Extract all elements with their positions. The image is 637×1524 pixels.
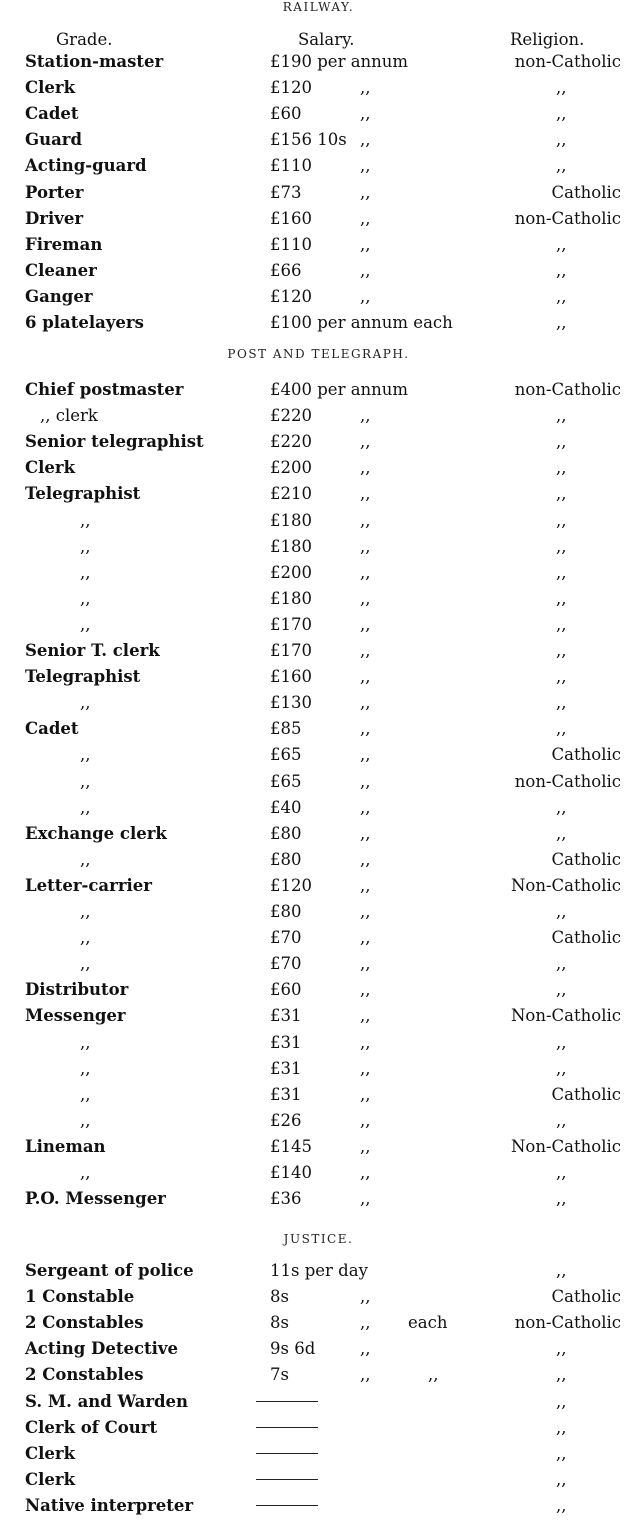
grade-cell: Cleaner xyxy=(25,260,97,280)
table-row xyxy=(0,313,637,339)
religion-cell: Catholic xyxy=(551,182,621,202)
religion-cell: ,, xyxy=(556,1469,567,1489)
salary-ditto-cell: ,, xyxy=(360,156,371,176)
salary-blank-line xyxy=(256,1401,318,1402)
table-row xyxy=(0,1137,637,1163)
table-row xyxy=(0,432,637,458)
section-heading-post-and-telegraph: POST AND TELEGRAPH. xyxy=(227,347,410,361)
section-heading-railway: RAILWAY. xyxy=(282,0,355,14)
salary-cell: £31 xyxy=(270,1032,302,1052)
table-row xyxy=(0,1111,637,1137)
salary-cell: £65 xyxy=(270,771,302,791)
grade-cell: Ganger xyxy=(25,286,93,306)
table-row xyxy=(0,1496,637,1522)
grade-cell: 2 Constables xyxy=(25,1313,144,1333)
salary-ditto-cell: ,, xyxy=(360,1032,371,1052)
religion-cell: ,, xyxy=(556,156,567,176)
salary-blank-line xyxy=(256,1453,318,1454)
grade-cell: Cadet xyxy=(25,104,79,124)
table-row xyxy=(0,78,637,104)
salary-cell xyxy=(256,1444,318,1463)
religion-cell: Non-Catholic xyxy=(510,1136,621,1156)
salary-cell: £130 xyxy=(270,693,312,713)
salary-cell: £160 xyxy=(270,667,312,687)
grade-cell: Acting-guard xyxy=(25,156,147,176)
religion-cell: Non-Catholic xyxy=(510,875,621,895)
grade-cell: Exchange clerk xyxy=(25,823,167,843)
each-cell: each xyxy=(408,1313,448,1333)
table-row xyxy=(0,183,637,209)
table-row xyxy=(0,798,637,824)
grade-cell: 2 Constables xyxy=(25,1365,144,1385)
table-row xyxy=(0,484,637,510)
grade-cell: Senior telegraphist xyxy=(25,432,204,452)
table-row xyxy=(0,1470,637,1496)
salary-cell: £140 xyxy=(270,1163,312,1182)
religion-cell: ,, xyxy=(556,234,567,254)
salary-ditto-cell: ,, xyxy=(360,719,371,739)
religion-cell: ,, xyxy=(556,1495,567,1515)
religion-cell: ,, xyxy=(556,484,567,504)
salary-ditto-cell: ,, xyxy=(360,875,371,895)
table-row xyxy=(0,1059,637,1085)
table-row xyxy=(0,537,637,563)
religion-cell: Catholic xyxy=(551,1084,621,1104)
salary-ditto-cell: ,, xyxy=(360,1287,371,1307)
grade-cell: Telegraphist xyxy=(25,667,141,687)
salary-cell: £31 xyxy=(270,1084,302,1104)
grade-cell: Messenger xyxy=(25,1006,126,1026)
salary-cell: £180 xyxy=(270,536,312,556)
salary-ditto-cell: ,, xyxy=(360,1189,371,1209)
table-row xyxy=(0,563,637,589)
salary-ditto-cell: ,, xyxy=(360,771,371,791)
salary-cell: £80 xyxy=(270,823,302,843)
table-row xyxy=(0,928,637,954)
salary-ditto-cell: ,, xyxy=(360,614,371,634)
salary-cell: £60 xyxy=(270,104,302,124)
grade-cell: ,, xyxy=(80,1110,91,1130)
salary-ditto-cell: ,, xyxy=(360,954,371,974)
salary-ditto-cell: ,, xyxy=(360,641,371,660)
religion-cell: non-Catholic xyxy=(514,52,621,71)
salary-cell xyxy=(256,1418,318,1437)
salary-cell: £100 per annum each xyxy=(270,313,453,332)
salary-ditto-cell: ,, xyxy=(360,536,371,556)
salary-cell: £66 xyxy=(270,260,302,280)
religion-cell: Non-Catholic xyxy=(510,1006,621,1026)
salary-blank-line xyxy=(256,1427,318,1428)
table-row xyxy=(0,824,637,850)
grade-cell: ,, xyxy=(80,928,91,948)
grade-cell: Clerk xyxy=(25,1443,76,1463)
grade-cell: Driver xyxy=(25,208,84,228)
religion-cell: ,, xyxy=(556,980,567,1000)
salary-cell: £120 xyxy=(270,78,312,98)
salary-cell: £200 xyxy=(270,562,312,582)
religion-cell: ,, xyxy=(556,1391,567,1411)
table-row xyxy=(0,902,637,928)
salary-cell: £65 xyxy=(270,745,302,765)
table-row xyxy=(0,406,637,432)
table-row xyxy=(0,850,637,876)
salary-ditto-cell: ,, xyxy=(360,588,371,608)
grade-cell: ,, xyxy=(80,954,91,974)
grade-cell: ,, xyxy=(80,693,91,713)
salary-ditto-cell: ,, xyxy=(360,260,371,280)
grade-cell: ,, xyxy=(80,562,91,582)
religion-cell: ,, xyxy=(556,536,567,556)
grade-cell: S. M. and Warden xyxy=(25,1391,189,1411)
religion-cell: ,, xyxy=(556,719,567,739)
salary-cell: £120 xyxy=(270,875,312,895)
salary-cell: £31 xyxy=(270,1058,302,1078)
salary-ditto-cell: ,, xyxy=(360,797,371,817)
grade-cell: Sergeant of police xyxy=(25,1261,194,1280)
table-row xyxy=(0,261,637,287)
salary-cell: £170 xyxy=(270,641,312,660)
salary-cell: £220 xyxy=(270,432,312,452)
salary-cell: £170 xyxy=(270,614,312,634)
salary-ditto-cell: ,, xyxy=(360,104,371,124)
religion-cell: ,, xyxy=(556,954,567,974)
table-row xyxy=(0,667,637,693)
religion-cell: ,, xyxy=(556,1261,567,1280)
salary-ditto-cell: ,, xyxy=(360,406,371,426)
salary-ditto-cell: ,, xyxy=(360,1339,371,1359)
table-row xyxy=(0,1365,637,1391)
salary-cell: £80 xyxy=(270,902,302,921)
salary-ditto-cell: ,, xyxy=(360,745,371,765)
grade-cell: ,, xyxy=(80,745,91,765)
religion-cell: ,, xyxy=(556,313,567,332)
religion-cell: ,, xyxy=(556,614,567,634)
salary-blank-line xyxy=(256,1479,318,1480)
table-row xyxy=(0,641,637,667)
religion-cell: ,, xyxy=(556,1189,567,1209)
each-cell: ,, xyxy=(428,1365,439,1385)
grade-cell: Cadet xyxy=(25,719,79,739)
grade-cell: Fireman xyxy=(25,234,103,254)
salary-cell: 11s per day xyxy=(270,1261,368,1280)
religion-cell: ,, xyxy=(556,902,567,921)
salary-ditto-cell: ,, xyxy=(360,928,371,948)
religion-cell: ,, xyxy=(556,1339,567,1359)
salary-ditto-cell: ,, xyxy=(360,208,371,228)
salary-cell xyxy=(256,1496,318,1515)
salary-cell: 8s xyxy=(270,1313,289,1333)
column-header-grade: Grade. xyxy=(56,30,113,49)
table-row xyxy=(0,1313,637,1339)
religion-cell: ,, xyxy=(556,260,567,280)
grade-cell: Distributor xyxy=(25,980,129,1000)
religion-cell: Catholic xyxy=(551,928,621,948)
salary-cell: 7s xyxy=(270,1365,289,1385)
table-row xyxy=(0,719,637,745)
salary-cell xyxy=(256,1470,318,1489)
salary-ditto-cell: ,, xyxy=(360,130,371,150)
religion-cell: ,, xyxy=(556,458,567,478)
grade-cell: ,, xyxy=(80,849,91,869)
grade-cell: ,, xyxy=(80,1084,91,1104)
grade-cell: Clerk xyxy=(25,1469,76,1489)
salary-cell: £110 xyxy=(270,234,312,254)
salary-ditto-cell: ,, xyxy=(360,1006,371,1026)
table-row xyxy=(0,130,637,156)
salary-cell: £180 xyxy=(270,510,312,530)
grade-cell: ,, xyxy=(80,536,91,556)
salary-cell: £400 per annum xyxy=(270,380,409,399)
salary-cell: £85 xyxy=(270,719,302,739)
grade-cell: Senior T. clerk xyxy=(25,641,160,660)
salary-ditto-cell: ,, xyxy=(360,693,371,713)
grade-cell: Chief postmaster xyxy=(25,380,184,399)
grade-cell: Native interpreter xyxy=(25,1495,194,1515)
salary-cell xyxy=(256,1392,318,1411)
religion-cell: ,, xyxy=(556,1443,567,1463)
religion-cell: ,, xyxy=(556,510,567,530)
column-header-salary: Salary. xyxy=(298,30,355,49)
table-row xyxy=(0,980,637,1006)
table-row xyxy=(0,1287,637,1313)
salary-cell: £36 xyxy=(270,1189,302,1209)
salary-ditto-cell: ,, xyxy=(360,980,371,1000)
table-row xyxy=(0,1261,637,1287)
salary-cell: £40 xyxy=(270,797,302,817)
salary-ditto-cell: ,, xyxy=(360,1313,371,1333)
religion-cell: ,, xyxy=(556,1417,567,1437)
religion-cell: ,, xyxy=(556,588,567,608)
salary-ditto-cell: ,, xyxy=(360,1058,371,1078)
religion-cell: non-Catholic xyxy=(514,380,621,399)
table-row xyxy=(0,52,637,78)
salary-cell: £200 xyxy=(270,458,312,478)
religion-cell: ,, xyxy=(556,1365,567,1385)
salary-cell: 9s 6d xyxy=(270,1339,316,1359)
grade-cell: ,, xyxy=(80,1163,91,1182)
grade-cell: Telegraphist xyxy=(25,484,141,504)
salary-ditto-cell: ,, xyxy=(360,510,371,530)
section-heading-justice: JUSTICE. xyxy=(283,1232,354,1246)
salary-ditto-cell: ,, xyxy=(360,902,371,921)
table-row xyxy=(0,772,637,798)
grade-cell: Station-master xyxy=(25,52,164,71)
table-row xyxy=(0,589,637,615)
table-row xyxy=(0,287,637,313)
table-row xyxy=(0,876,637,902)
salary-ditto-cell: ,, xyxy=(360,849,371,869)
religion-cell: ,, xyxy=(556,641,567,660)
grade-cell: ,, xyxy=(80,1032,91,1052)
grade-cell: Guard xyxy=(25,130,83,150)
column-header-religion: Religion. xyxy=(510,30,585,49)
table-row xyxy=(0,1033,637,1059)
grade-cell: P.O. Messenger xyxy=(25,1189,166,1209)
salary-ditto-cell: ,, xyxy=(360,1084,371,1104)
grade-cell: Clerk of Court xyxy=(25,1417,158,1437)
religion-cell: Catholic xyxy=(551,745,621,765)
table-row xyxy=(0,511,637,537)
salary-ditto-cell: ,, xyxy=(360,562,371,582)
salary-cell: £73 xyxy=(270,182,302,202)
grade-cell: ,, xyxy=(80,1058,91,1078)
salary-cell: £156 10s xyxy=(270,130,347,150)
religion-cell: ,, xyxy=(556,693,567,713)
grade-cell: ,, xyxy=(80,510,91,530)
grade-cell: Lineman xyxy=(25,1136,106,1156)
table-row xyxy=(0,1418,637,1444)
salary-cell: £160 xyxy=(270,208,312,228)
table-row xyxy=(0,1006,637,1032)
table-row xyxy=(0,458,637,484)
salary-cell: £60 xyxy=(270,980,302,1000)
religion-cell: ,, xyxy=(556,406,567,426)
table-row xyxy=(0,1444,637,1470)
salary-ditto-cell: ,, xyxy=(360,432,371,452)
table-row xyxy=(0,1163,637,1189)
salary-cell: £180 xyxy=(270,588,312,608)
salary-ditto-cell: ,, xyxy=(360,667,371,687)
salary-ditto-cell: ,, xyxy=(360,234,371,254)
religion-cell: ,, xyxy=(556,667,567,687)
grade-cell: Clerk xyxy=(25,78,76,98)
table-row xyxy=(0,156,637,182)
grade-cell: Clerk xyxy=(25,458,76,478)
religion-cell: ,, xyxy=(556,1032,567,1052)
religion-cell: ,, xyxy=(556,130,567,150)
grade-cell: ,, xyxy=(80,771,91,791)
salary-cell: £220 xyxy=(270,406,312,426)
salary-ditto-cell: ,, xyxy=(360,1365,371,1385)
religion-cell: ,, xyxy=(556,823,567,843)
religion-cell: Catholic xyxy=(551,849,621,869)
salary-cell: £210 xyxy=(270,484,312,504)
grade-cell: Porter xyxy=(25,182,84,202)
grade-cell: 6 platelayers xyxy=(25,313,144,332)
table-row xyxy=(0,1339,637,1365)
religion-cell: ,, xyxy=(556,797,567,817)
salary-cell: 8s xyxy=(270,1287,289,1307)
salary-ditto-cell: ,, xyxy=(360,286,371,306)
salary-ditto-cell: ,, xyxy=(360,484,371,504)
salary-ditto-cell: ,, xyxy=(360,1136,371,1156)
table-row xyxy=(0,235,637,261)
religion-cell: non-Catholic xyxy=(514,771,621,791)
table-row xyxy=(0,615,637,641)
religion-cell: non-Catholic xyxy=(514,1313,621,1333)
table-row xyxy=(0,104,637,130)
religion-cell: Catholic xyxy=(551,1287,621,1307)
grade-cell: ,, clerk xyxy=(40,406,98,426)
table-row xyxy=(0,1189,637,1215)
salary-ditto-cell: ,, xyxy=(360,823,371,843)
grade-cell: ,, xyxy=(80,588,91,608)
salary-blank-line xyxy=(256,1505,318,1506)
religion-cell: ,, xyxy=(556,78,567,98)
salary-cell: £110 xyxy=(270,156,312,176)
table-row xyxy=(0,745,637,771)
grade-cell: ,, xyxy=(80,614,91,634)
salary-cell: £70 xyxy=(270,928,302,948)
salary-cell: £31 xyxy=(270,1006,302,1026)
salary-ditto-cell: ,, xyxy=(360,78,371,98)
religion-cell: ,, xyxy=(556,432,567,452)
table-row xyxy=(0,209,637,235)
table-row xyxy=(0,1392,637,1418)
salary-cell: £145 xyxy=(270,1136,312,1156)
salary-cell: £190 per annum xyxy=(270,52,409,71)
salary-cell: £120 xyxy=(270,286,312,306)
grade-cell: Letter-carrier xyxy=(25,875,152,895)
salary-cell: £70 xyxy=(270,954,302,974)
salary-cell: £26 xyxy=(270,1110,302,1130)
salary-ditto-cell: ,, xyxy=(360,1163,371,1182)
religion-cell: ,, xyxy=(556,1110,567,1130)
table-row xyxy=(0,954,637,980)
salary-ditto-cell: ,, xyxy=(360,1110,371,1130)
table-row xyxy=(0,693,637,719)
grade-cell: Acting Detective xyxy=(25,1339,178,1359)
religion-cell: non-Catholic xyxy=(514,208,621,228)
religion-cell: ,, xyxy=(556,286,567,306)
grade-cell: 1 Constable xyxy=(25,1287,135,1307)
salary-cell: £80 xyxy=(270,849,302,869)
religion-cell: ,, xyxy=(556,1058,567,1078)
grade-cell: ,, xyxy=(80,797,91,817)
religion-cell: ,, xyxy=(556,104,567,124)
grade-cell: ,, xyxy=(80,902,91,921)
table-row xyxy=(0,380,637,406)
salary-ditto-cell: ,, xyxy=(360,182,371,202)
salary-ditto-cell: ,, xyxy=(360,458,371,478)
religion-cell: ,, xyxy=(556,1163,567,1182)
religion-cell: ,, xyxy=(556,562,567,582)
table-row xyxy=(0,1085,637,1111)
